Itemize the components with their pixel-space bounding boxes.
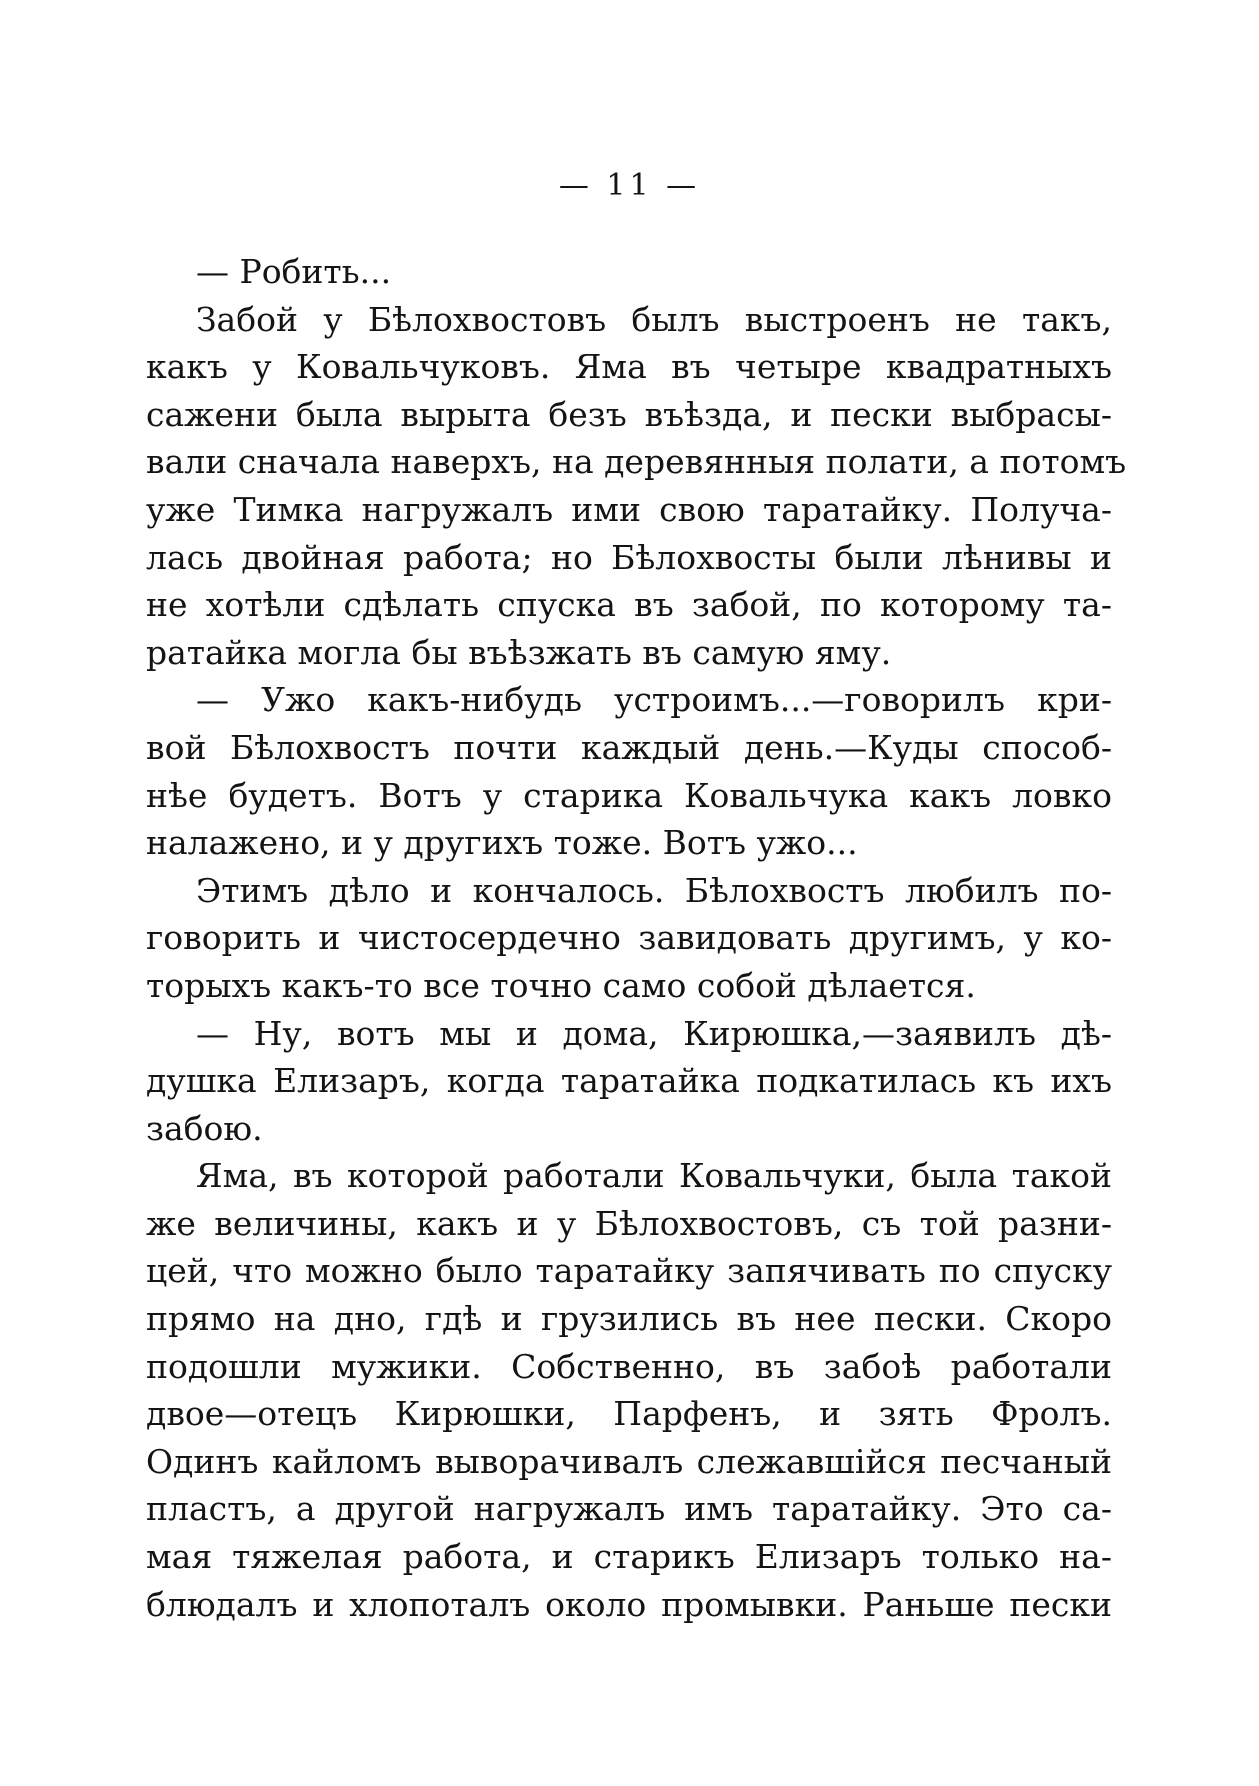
text-line: сажени была вырыта безъ въѣзда, и пески выбрасы- bbox=[146, 394, 1112, 434]
text-line: Одинъ кайломъ выворачивалъ слежавшійся песчаный bbox=[146, 1441, 1112, 1481]
text-line: двое—отецъ Кирюшки, Парфенъ, и зять Фролъ. bbox=[146, 1394, 1112, 1434]
page-number: — 11 — bbox=[558, 168, 701, 203]
text-line: не хотѣли сдѣлать спуска въ забой, по которому та- bbox=[146, 585, 1112, 625]
text-line: Яма, въ которой работали Ковальчуки, была такой bbox=[196, 1156, 1112, 1196]
text-line: блюдалъ и хлопоталъ около промывки. Раньше пески bbox=[146, 1584, 1112, 1624]
text-line: какъ у Ковальчуковъ. Яма въ четыре квадратныхъ bbox=[146, 347, 1112, 387]
text-line: подошли мужики. Собственно, въ забоѣ работали bbox=[146, 1346, 1112, 1386]
text-line: Забой у Бѣлохвостовъ былъ выстроенъ не такъ, bbox=[196, 299, 1112, 339]
text-line: ратайка могла бы въѣзжать въ самую яму. bbox=[146, 632, 892, 672]
text-line: пластъ, а другой нагружалъ имъ таратайку. Это са- bbox=[146, 1489, 1112, 1529]
text-line: — Ужо какъ-нибудь устроимъ...—говорилъ кри- bbox=[196, 680, 1112, 720]
text-line: налажено, и у другихъ тоже. Вотъ ужо... bbox=[146, 823, 858, 863]
text-line: торыхъ какъ-то все точно само собой дѣлается. bbox=[146, 965, 976, 1005]
text-line: вой Бѣлохвостъ почти каждый день.—Куды способ- bbox=[146, 727, 1112, 767]
text-line: забою. bbox=[146, 1108, 263, 1148]
body-text bbox=[146, 248, 1127, 1628]
text-line: — Робить... bbox=[196, 252, 392, 291]
text-line: лась двойная работа; но Бѣлохвосты были лѣнивы и bbox=[146, 537, 1112, 577]
text-line: прямо на дно, гдѣ и грузились въ нее пески. Скоро bbox=[146, 1299, 1112, 1339]
text-line: нѣе будетъ. Вотъ у старика Ковальчука какъ ловко bbox=[146, 775, 1112, 815]
text-line: — Ну, вотъ мы и дома, Кирюшка,—заявилъ дѣ- bbox=[196, 1013, 1112, 1053]
text-line: говорить и чистосердечно завидовать другимъ, у ко- bbox=[146, 918, 1112, 958]
text-line: мая тяжелая работа, и старикъ Елизаръ только на- bbox=[146, 1537, 1112, 1577]
text-line: душка Елизаръ, когда таратайка подкатилась къ ихъ bbox=[146, 1061, 1112, 1101]
text-line: цей, что можно было таратайку запячивать по спуску bbox=[146, 1251, 1112, 1291]
text-line: вали сначала наверхъ, на деревянныя полати, а потомъ bbox=[146, 442, 1127, 482]
text-line: уже Тимка нагружалъ ими свою таратайку. Получа- bbox=[146, 489, 1112, 529]
text-line: же величины, какъ и у Бѣлохвостовъ, съ той разни- bbox=[146, 1203, 1112, 1243]
text-line: Этимъ дѣло и кончалось. Бѣлохвостъ любилъ по- bbox=[196, 870, 1112, 910]
